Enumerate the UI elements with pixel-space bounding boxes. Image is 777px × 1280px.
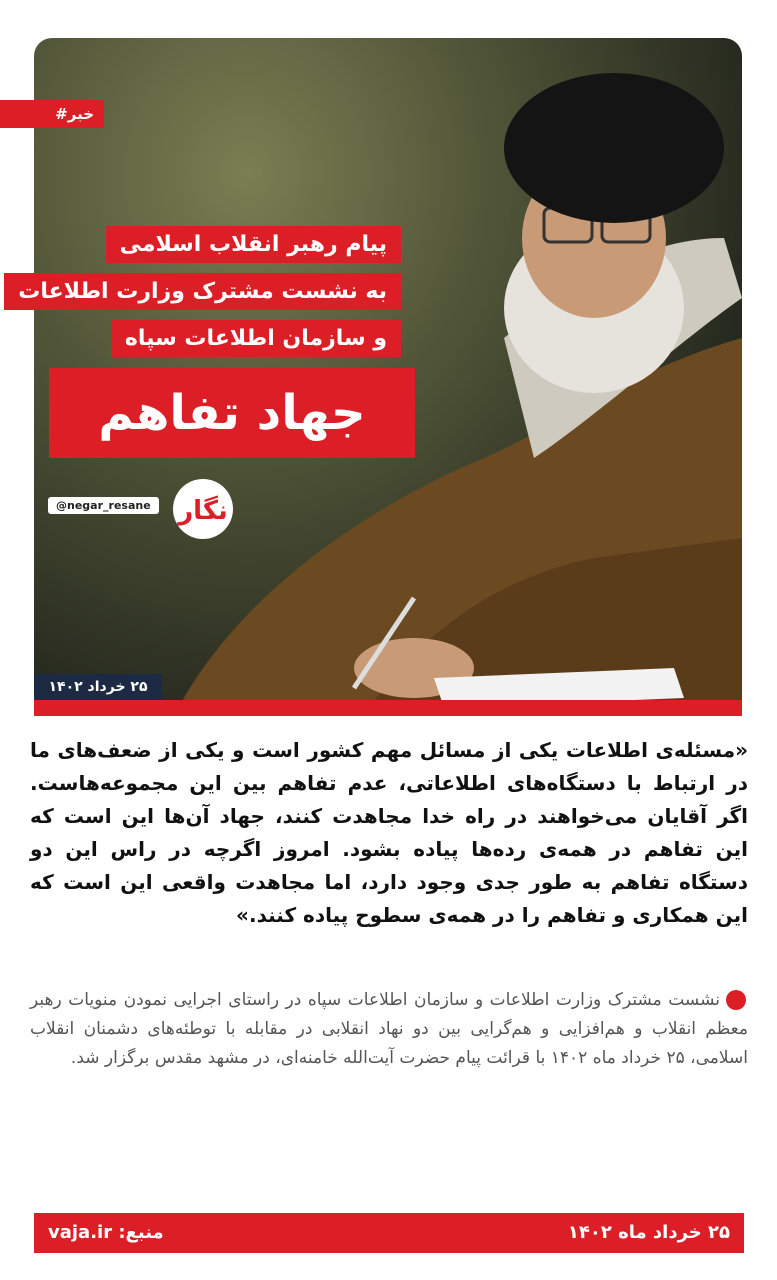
photo-date-badge: ۲۵ خرداد ۱۴۰۲ bbox=[34, 674, 162, 700]
main-title: جهاد تفاهم bbox=[49, 368, 415, 458]
social-handle[interactable]: @negar_resane bbox=[48, 497, 159, 514]
headline-line-3: و سازمان اطلاعات سپاه bbox=[111, 320, 401, 357]
source-link[interactable]: منبع: vaja.ir bbox=[48, 1222, 164, 1243]
leader-quote: «مسئله‌ی اطلاعات یکی از مسائل مهم کشور است و یکی از ضعف‌های ما در ارتباط با دستگاه‌های اطلاعاتی، عدم تفاهم بین این مجموعه‌هاست. اگر آقایان می‌خواهند در راه خدا مجاهدت کنند، جهاد آن‌ها این است که این تفاهم در همه‌ی رده‌ها پیاده بشود. امروز اگرچه در راس این دو دستگاه تفاهم به‌ طور جدی وجود دارد، اما مجاهدت واقعی این است که این همکاری و تفاهم را در همه‌ی سطوح پیاده کنند.» bbox=[30, 738, 748, 927]
headline-line-1: پیام رهبر انقلاب اسلامی bbox=[106, 226, 401, 263]
news-hashtag[interactable]: #خبر bbox=[0, 100, 104, 128]
negar-small-logo-icon bbox=[724, 989, 748, 1011]
event-description bbox=[30, 986, 748, 1073]
photo-bottom-bar bbox=[34, 700, 742, 716]
negar-logo-icon bbox=[163, 475, 243, 543]
footer-date: ۲۵ خرداد ماه ۱۴۰۲ bbox=[567, 1222, 730, 1243]
headline-line-2: به نشست مشترک وزارت اطلاعات bbox=[4, 273, 401, 310]
footer-bar bbox=[34, 1213, 744, 1253]
logo-text: نگار bbox=[178, 496, 228, 526]
description-text: نشست مشترک وزارت اطلاعات و سازمان اطلاعات سپاه در راستای اجرایی نمودن منویات رهبر معظم انقلاب و هم‌افزایی و هم‌گرایی بین دو نهاد انقلابی در مقابله با توطئه‌های دشمنان انقلاب اسلامی، ۲۵ خرداد ماه ۱۴۰۲ با قرائت پیام حضرت آیت‌الله خامنه‌ای، در مشهد مقدس برگزار شد. bbox=[30, 990, 748, 1068]
